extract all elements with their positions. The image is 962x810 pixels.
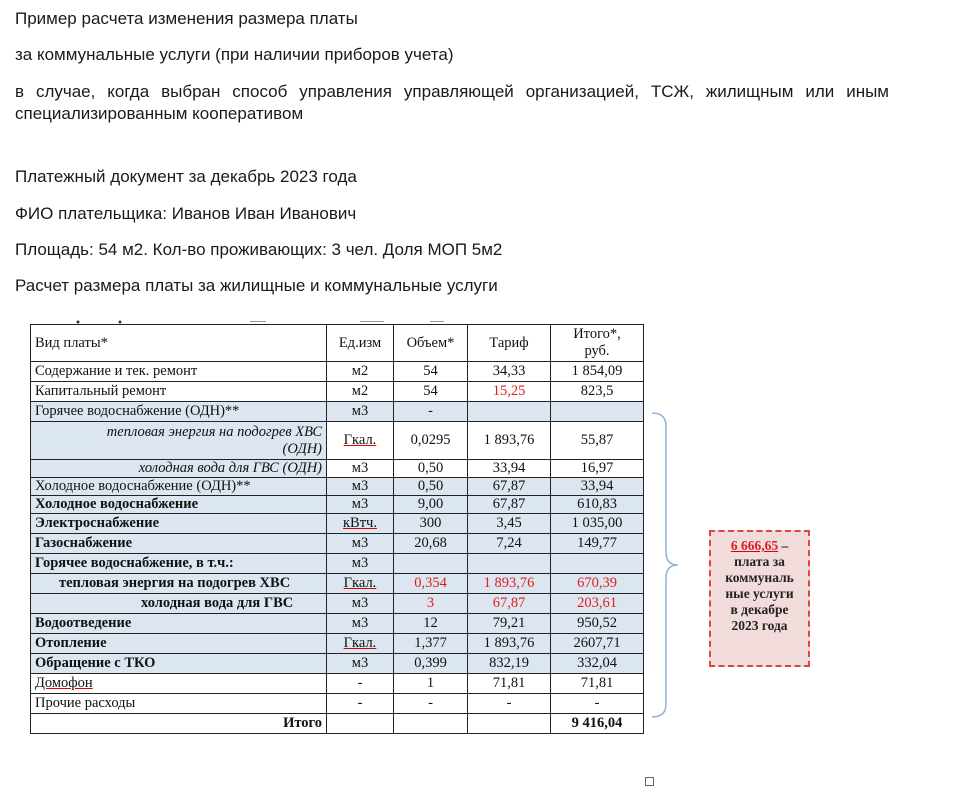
- row-volume: -: [394, 402, 468, 422]
- row-tariff: [468, 402, 551, 422]
- table-row: [31, 534, 644, 554]
- row-total: 16,97: [551, 460, 644, 478]
- row-name: Газоснабжение: [31, 534, 327, 554]
- row-name: Холодное водоснабжение: [31, 496, 327, 514]
- row-name: Горячее водоснабжение, в т.ч.:: [31, 554, 327, 574]
- row-unit-text: Гкал.: [343, 432, 377, 448]
- row-tariff: 34,33: [468, 362, 551, 382]
- row-tariff: 1 893,76: [468, 634, 551, 654]
- row-volume: 20,68: [394, 534, 468, 554]
- row-total: 1 035,00: [551, 514, 644, 534]
- header-total-line2: руб.: [584, 343, 610, 359]
- row-unit: -: [327, 674, 394, 694]
- table-row: [31, 594, 644, 614]
- row-total: 332,04: [551, 654, 644, 674]
- row-total: 71,81: [551, 674, 644, 694]
- row-total: 33,94: [551, 478, 644, 496]
- intro-line-1: Пример расчета изменения размера платы: [15, 9, 358, 28]
- row-name-line1: тепловая энергия на подогрев ХВС: [106, 423, 322, 440]
- row-unit: [327, 422, 394, 460]
- table-total-row: [31, 714, 644, 734]
- row-tariff: 79,21: [468, 614, 551, 634]
- table-row: [31, 460, 644, 478]
- row-total: [551, 402, 644, 422]
- table-row: [31, 614, 644, 634]
- row-tariff: 67,87: [468, 478, 551, 496]
- row-tariff: 1 893,76: [468, 422, 551, 460]
- row-unit: -: [327, 694, 394, 714]
- row-tariff: -: [468, 694, 551, 714]
- table-header-row: [31, 325, 644, 362]
- row-name: холодная вода для ГВС: [31, 594, 327, 614]
- row-unit: [327, 574, 394, 594]
- row-unit: м3: [327, 554, 394, 574]
- row-name-text: Домофон: [35, 675, 93, 691]
- utilities-callout: [709, 530, 810, 667]
- row-total: 610,83: [551, 496, 644, 514]
- row-total: 1 854,09: [551, 362, 644, 382]
- row-total: 823,5: [551, 382, 644, 402]
- row-unit: м3: [327, 534, 394, 554]
- row-name: Горячее водоснабжение (ОДН)**: [31, 402, 327, 422]
- row-total: [551, 554, 644, 574]
- row-name: Капитальный ремонт: [31, 382, 327, 402]
- table-resize-handle[interactable]: [645, 777, 654, 786]
- table-row: [31, 514, 644, 534]
- row-name: Содержание и тек. ремонт: [31, 362, 327, 382]
- row-name: Отопление: [31, 634, 327, 654]
- row-tariff: 1 893,76: [468, 574, 551, 594]
- grand-total: 9 416,04: [551, 714, 644, 734]
- callout-line: ные услуги: [725, 586, 794, 601]
- row-tariff: 33,94: [468, 460, 551, 478]
- header-tariff: Тариф: [468, 325, 551, 362]
- callout-line: плата за: [734, 554, 785, 569]
- row-unit: м2: [327, 362, 394, 382]
- row-unit: м3: [327, 594, 394, 614]
- header-type: Вид платы*: [31, 325, 327, 362]
- row-unit: м3: [327, 478, 394, 496]
- row-volume: [394, 554, 468, 574]
- callout-amount: 6 666,65: [730, 538, 779, 553]
- table-row: [31, 554, 644, 574]
- header-total-line1: Итого*,: [573, 326, 621, 342]
- row-total: -: [551, 694, 644, 714]
- callout-line: 2023 года: [731, 618, 788, 633]
- row-name: Обращение с ТКО: [31, 654, 327, 674]
- row-tariff: 15,25: [468, 382, 551, 402]
- document-title: Платежный документ за декабрь 2023 года: [15, 167, 357, 186]
- total-empty-cell: [394, 714, 468, 734]
- row-total: 670,39: [551, 574, 644, 594]
- row-unit: м3: [327, 614, 394, 634]
- row-volume: 1: [394, 674, 468, 694]
- row-unit: м3: [327, 402, 394, 422]
- row-tariff: 3,45: [468, 514, 551, 534]
- row-volume: 0,50: [394, 478, 468, 496]
- row-unit: м3: [327, 496, 394, 514]
- table-row: [31, 402, 644, 422]
- table-row: [31, 478, 644, 496]
- callout-amount-line: [711, 538, 808, 554]
- row-volume: 0,50: [394, 460, 468, 478]
- total-empty-cell: [468, 714, 551, 734]
- row-total: 203,61: [551, 594, 644, 614]
- callout-dash: –: [778, 538, 789, 553]
- utilities-brace: [650, 412, 680, 718]
- row-volume: -: [394, 694, 468, 714]
- row-volume: 54: [394, 382, 468, 402]
- row-unit: м3: [327, 654, 394, 674]
- table-row: [31, 574, 644, 594]
- row-volume: 0,0295: [394, 422, 468, 460]
- row-name: Электроснабжение: [31, 514, 327, 534]
- payment-table: [30, 324, 644, 734]
- row-tariff: 67,87: [468, 594, 551, 614]
- row-tariff: 71,81: [468, 674, 551, 694]
- row-volume: 300: [394, 514, 468, 534]
- header-total: [551, 325, 644, 362]
- row-unit: [327, 634, 394, 654]
- row-volume: 3: [394, 594, 468, 614]
- row-name: Холодное водоснабжение (ОДН)**: [31, 478, 327, 496]
- row-unit: м3: [327, 460, 394, 478]
- row-name: [31, 422, 327, 460]
- row-volume: 12: [394, 614, 468, 634]
- callout-line: в декабре: [730, 602, 789, 617]
- row-volume: 54: [394, 362, 468, 382]
- row-unit: м2: [327, 382, 394, 402]
- row-volume: 0,354: [394, 574, 468, 594]
- table-row: [31, 496, 644, 514]
- row-unit: [327, 514, 394, 534]
- row-total: 2607,71: [551, 634, 644, 654]
- table-row: [31, 674, 644, 694]
- row-unit-text: Гкал.: [343, 575, 377, 591]
- row-total: 55,87: [551, 422, 644, 460]
- row-tariff: 67,87: [468, 496, 551, 514]
- intro-line-2: за коммунальные услуги (при наличии приборов учета): [15, 45, 454, 64]
- area-info: Площадь: 54 м2. Кол-во проживающих: 3 чел. Доля МОП 5м2: [15, 240, 503, 259]
- row-tariff: 7,24: [468, 534, 551, 554]
- row-name: холодная вода для ГВС (ОДН): [31, 460, 327, 478]
- total-empty-cell: [327, 714, 394, 734]
- table-row: [31, 422, 644, 460]
- row-unit-text: кВтч.: [343, 515, 377, 531]
- row-name: [31, 674, 327, 694]
- row-name: тепловая энергия на подогрев ХВС: [31, 574, 327, 594]
- row-volume: 0,399: [394, 654, 468, 674]
- row-total: 149,77: [551, 534, 644, 554]
- row-tariff: 832,19: [468, 654, 551, 674]
- row-name: Водоотведение: [31, 614, 327, 634]
- row-name-line2: (ОДН): [282, 440, 322, 457]
- calculation-title: Расчет размера платы за жилищные и коммунальные услуги: [15, 276, 498, 295]
- header-volume: Объем*: [394, 325, 468, 362]
- table-row: [31, 694, 644, 714]
- row-volume: 9,00: [394, 496, 468, 514]
- table-row: [31, 634, 644, 654]
- row-volume: 1,377: [394, 634, 468, 654]
- row-total: 950,52: [551, 614, 644, 634]
- intro-line-3: в случае, когда выбран способ управления управляющей организацией, ТСЖ, жилищным или иным специализированным кооперативом: [15, 82, 889, 123]
- callout-line: коммуналь: [725, 570, 794, 585]
- row-tariff: [468, 554, 551, 574]
- total-label: Итого: [31, 714, 327, 734]
- row-unit-text: Гкал.: [343, 635, 377, 651]
- table-row: [31, 382, 644, 402]
- payer-name: ФИО плательщика: Иванов Иван Иванович: [15, 204, 357, 223]
- row-name: Прочие расходы: [31, 694, 327, 714]
- table-row: [31, 654, 644, 674]
- header-unit: Ед.изм: [327, 325, 394, 362]
- table-row: [31, 362, 644, 382]
